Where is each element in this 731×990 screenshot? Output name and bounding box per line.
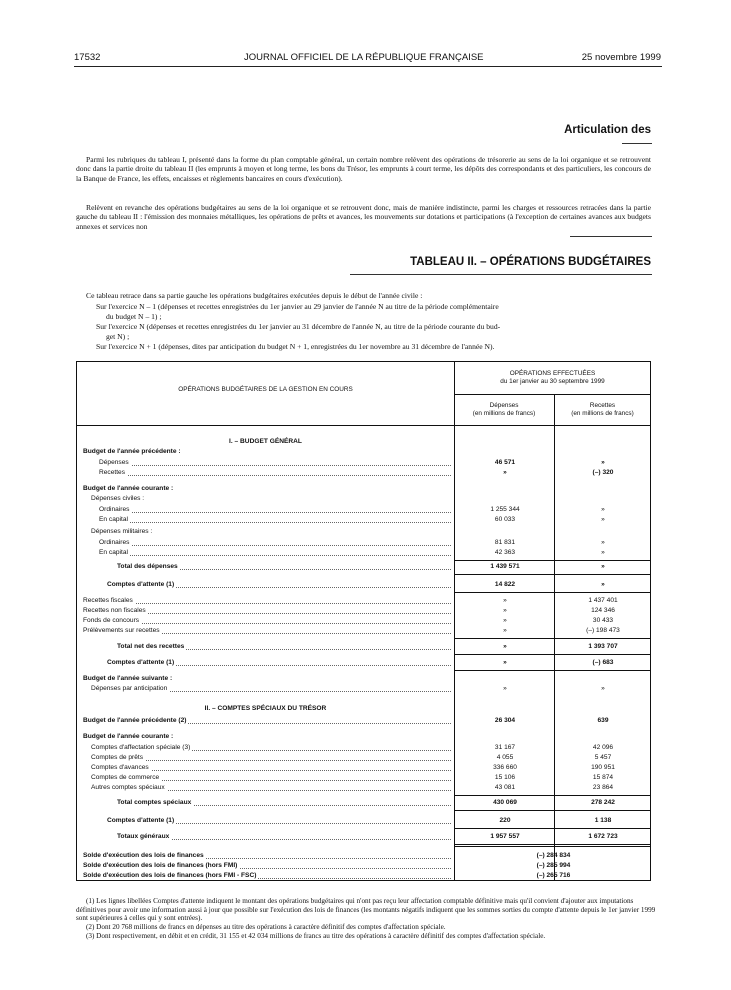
section-title: Articulation des	[564, 124, 651, 136]
table-row: Budget de l'année précédente (2) 26 304 639	[83, 717, 609, 724]
table-row: Solde d'exécution des lois de finances (hors FMI - FSC) (–) 265 716	[83, 872, 571, 879]
table-row: En capital 60 033 »	[99, 516, 605, 523]
table-row: Ordinaires 1 255 344 »	[99, 506, 605, 513]
table-row: Dépenses par anticipation » »	[91, 685, 605, 692]
table-row: Budget de l'année précédente :	[83, 448, 181, 455]
tableau-intro-item-1b: du budget N – 1) ;	[106, 312, 162, 321]
table-row: Dépenses militaires :	[91, 528, 153, 535]
table-row: Solde d'exécution des lois de finances (–) 284 834	[83, 852, 571, 859]
table-row: Comptes d'attente (1) 220 1 138	[107, 817, 612, 824]
page-number: 17532	[74, 52, 101, 63]
paragraph-end-rule	[570, 236, 652, 237]
table-row: Prélèvements sur recettes » (–) 198 473	[83, 627, 620, 634]
table-row: Ordinaires 81 831 »	[99, 539, 605, 546]
table-row: Totaux généraux 1 957 557 1 672 723	[117, 833, 618, 840]
table-row: Comptes de prêts 4 055 5 457	[91, 754, 612, 761]
table-row: Comptes de commerce 15 106 15 874	[91, 774, 614, 781]
tableau-intro-item-2b: get N) ;	[106, 332, 130, 341]
table-row: I. – BUDGET GÉNÉRAL	[229, 438, 302, 445]
table-row: Solde d'exécution des lois de finances (hors FMI) (–) 285 994	[83, 862, 571, 869]
col-depenses-header: Dépenses	[489, 402, 519, 409]
table-row: Fonds de concours » 30 433	[83, 617, 614, 624]
intro-paragraph-1: Parmi les rubriques du tableau I, présenté dans la forme du plan comptable général, un certain nombre relèvent des opérations de trésorerie au sens de la loi organique et se retrouvent donc dans la partie droite du tableau II (les emprunts à moyen et long terme, les bons du Trésor, les emprunts à court terme, les dépôts des correspondants et des particuliers, les concours de la Banque de France, les effets, encaisses et règlements bancaires en cours d'exécution).	[76, 155, 651, 183]
table-row: Recettes » (–) 320	[99, 469, 614, 476]
table-row: Budget de l'année suivante :	[83, 675, 173, 682]
header-subrule	[454, 394, 651, 395]
table-row: Budget de l'année courante :	[83, 733, 174, 740]
tableau-title-rule	[350, 274, 652, 275]
intro-paragraph-2: Relèvent en revanche des opérations budgétaires au sens de la loi organique et se retrouvent donc, mais de manière indistincte, parmi les charges et ressources retracées dans la partie gauche du tableau II : l'émission des monnaies métalliques, les opérations de prêts et avances, les mouvements sur dotations et participations (à l'exception de certaines avances aux budgets annexes et services non	[76, 203, 651, 231]
table-row: II. – COMPTES SPÉCIAUX DU TRÉSOR	[204, 705, 327, 712]
table-row: Total des dépenses 1 439 571 »	[117, 563, 605, 570]
table-row: Dépenses 46 571 »	[99, 459, 605, 466]
left-column-header: OPÉRATIONS BUDGÉTAIRES DE LA GESTION EN COURS	[178, 386, 353, 393]
footnote-2: (2) Dont 20 768 millions de francs en dépenses au titre des opérations à caractère définitif des comptes d'affectation spéciale.	[86, 923, 446, 931]
table-row: Autres comptes spéciaux 43 081 23 864	[91, 784, 614, 791]
col-recettes-unit: (en millions de francs)	[571, 410, 634, 417]
header-bottom-rule	[77, 425, 651, 426]
table-row: Comptes d'attente (1) 14 822 »	[107, 581, 605, 588]
tableau-title: TABLEAU II. – OPÉRATIONS BUDGÉTAIRES	[410, 256, 651, 268]
budget-operations-table	[76, 361, 651, 881]
table-row: Total comptes spéciaux 430 069 278 242	[117, 799, 615, 806]
footnote-3: (3) Dont respectivement, en débit et en crédit, 31 155 et 42 034 millions de francs au titre des opérations à caractère définitif des comptes d'affectation spéciale.	[86, 932, 546, 940]
tableau-intro-lead: Ce tableau retrace dans sa partie gauche les opérations budgétaires exécutées depuis le début de l'année civile :	[86, 291, 423, 300]
table-row: Dépenses civiles :	[91, 495, 145, 502]
table-row: Recettes fiscales » 1 437 401	[83, 597, 618, 604]
tableau-intro-item-3: Sur l'exercice N + 1 (dépenses, dites par anticipation du budget N + 1, enregistrées du 1er novembre au 31 décembre de l'année N).	[96, 342, 495, 351]
table-row: Comptes d'attente (1) » (–) 683	[107, 659, 614, 666]
col-depenses-unit: (en millions de francs)	[472, 410, 536, 417]
table-row: Total net des recettes » 1 393 707	[117, 643, 618, 650]
table-row: Recettes non fiscales » 124 346	[83, 607, 615, 614]
issue-date: 25 novembre 1999	[581, 52, 661, 63]
table-row: Budget de l'année courante :	[83, 485, 174, 492]
footnote-1: (1) Les lignes libellées Comptes d'attente indiquent le montant des opérations budgétaires qui n'ont pas reçu leur affectation comptable définitive mais qu'il convient d'ajouter aux imputations définitives pour avoir une information aussi à jour que possible sur l'exécution des lois de finances (les montants négatifs indiquent que les sommes sorties du compte d'attente depuis le 1er janvier 1999 sont supérieures à celles qui y sont entrées).	[76, 897, 656, 923]
table-row: Comptes d'affectation spéciale (3) 31 167 42 096	[91, 744, 614, 751]
journal-title: JOURNAL OFFICIEL DE LA RÉPUBLIQUE FRANÇAISE	[244, 52, 484, 63]
table-row: En capital 42 363 »	[99, 549, 605, 556]
header-rule	[74, 66, 662, 67]
right-header-line-2: du 1er janvier au 30 septembre 1999	[500, 378, 605, 385]
tableau-intro-item-1a: Sur l'exercice N – 1 (dépenses et recettes enregistrées du 1er janvier au 29 janvier de l'année N au titre de la période complémentaire	[96, 302, 499, 311]
section-rule	[622, 143, 652, 144]
table-row: Comptes d'avances 336 660 190 951	[91, 764, 615, 771]
right-header-line-1: OPÉRATIONS EFFECTUÉES	[509, 370, 596, 377]
col-recettes-header: Recettes	[589, 402, 616, 409]
tableau-intro-item-2a: Sur l'exercice N (dépenses et recettes enregistrées du 1er janvier au 31 décembre de l'année N, au titre de la période courante du bud-	[96, 322, 501, 331]
